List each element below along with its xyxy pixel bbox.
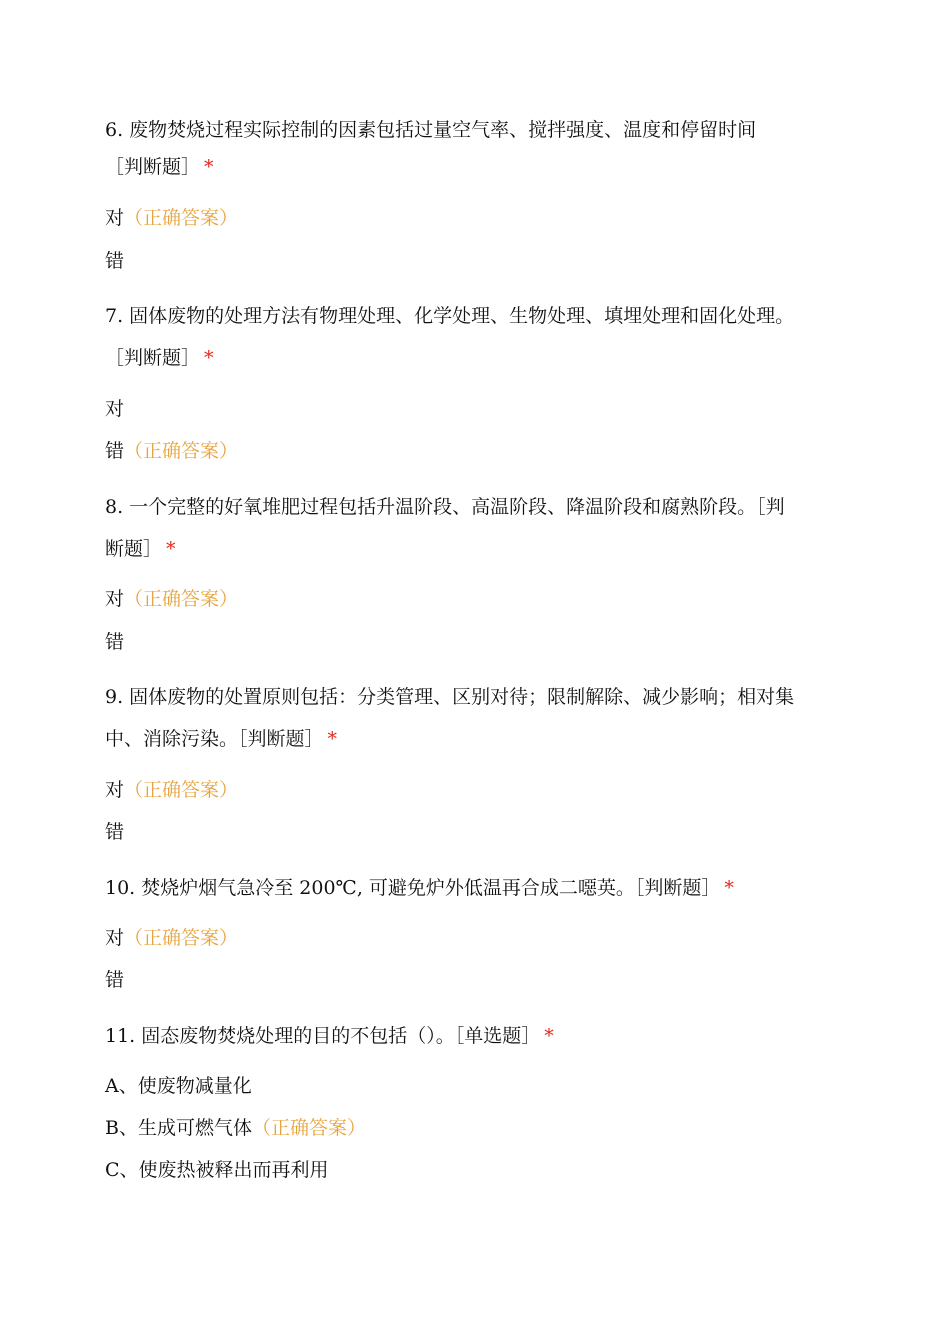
required-star: * — [327, 728, 338, 750]
question-10-text: 10. 焚烧炉烟气急冷至 200℃, 可避免炉外低温再合成二噁英。［判断题］ * — [105, 877, 734, 899]
correct-answer-mark: （正确答案） — [124, 779, 239, 801]
question-11-option-a[interactable]: A、使废物减量化 — [105, 1075, 252, 1097]
question-7-text: 7. 固体废物的处理方法有物理处理、化学处理、生物处理、填埋处理和固化处理。 — [105, 305, 795, 327]
question-6-option-true[interactable]: 对（正确答案） — [105, 207, 239, 229]
correct-answer-mark: （正确答案） — [124, 927, 239, 949]
required-star: * — [204, 156, 214, 178]
question-6-text: 6. 废物焚烧过程实际控制的因素包括过量空气率、搅拌强度、温度和停留时间 — [105, 119, 757, 141]
question-11-text: 11. 固态废物焚烧处理的目的不包括（）。［单选题］ * — [105, 1025, 554, 1047]
required-star: * — [204, 347, 214, 369]
question-9-type: 中、消除污染。［判断题］ * — [105, 728, 338, 750]
question-9-text: 9. 固体废物的处置原则包括：分类管理、区别对待；限制解除、减少影响；相对集 — [105, 686, 795, 708]
question-10-option-false[interactable]: 错 — [105, 969, 125, 991]
correct-answer-mark: （正确答案） — [251, 1117, 366, 1139]
question-6-option-false[interactable]: 错 — [105, 250, 125, 272]
question-10-option-true[interactable]: 对（正确答案） — [105, 927, 239, 949]
question-8-type: 断题］ * — [105, 538, 176, 560]
required-star: * — [724, 877, 734, 899]
question-8-text: 8. 一个完整的好氧堆肥过程包括升温阶段、高温阶段、降温阶段和腐熟阶段。［判 — [105, 496, 785, 518]
question-11-option-c[interactable]: C、使废热被释出而再利用 — [105, 1159, 329, 1181]
question-11-option-b[interactable]: B、生成可燃气体（正确答案） — [105, 1117, 366, 1139]
correct-answer-mark: （正确答案） — [124, 440, 239, 462]
question-7-option-false[interactable]: 错（正确答案） — [105, 440, 239, 462]
required-star: * — [166, 538, 176, 560]
question-9-option-true[interactable]: 对（正确答案） — [105, 779, 239, 801]
question-7-type: ［判断题］ * — [105, 347, 214, 369]
question-8-option-false[interactable]: 错 — [105, 631, 125, 653]
question-6-type: ［判断题］ * — [105, 156, 214, 178]
required-star: * — [544, 1025, 554, 1047]
correct-answer-mark: （正确答案） — [124, 588, 239, 610]
question-9-option-false[interactable]: 错 — [105, 821, 125, 843]
question-7-option-true[interactable]: 对 — [105, 398, 125, 420]
correct-answer-mark: （正确答案） — [124, 207, 239, 229]
question-8-option-true[interactable]: 对（正确答案） — [105, 588, 239, 610]
